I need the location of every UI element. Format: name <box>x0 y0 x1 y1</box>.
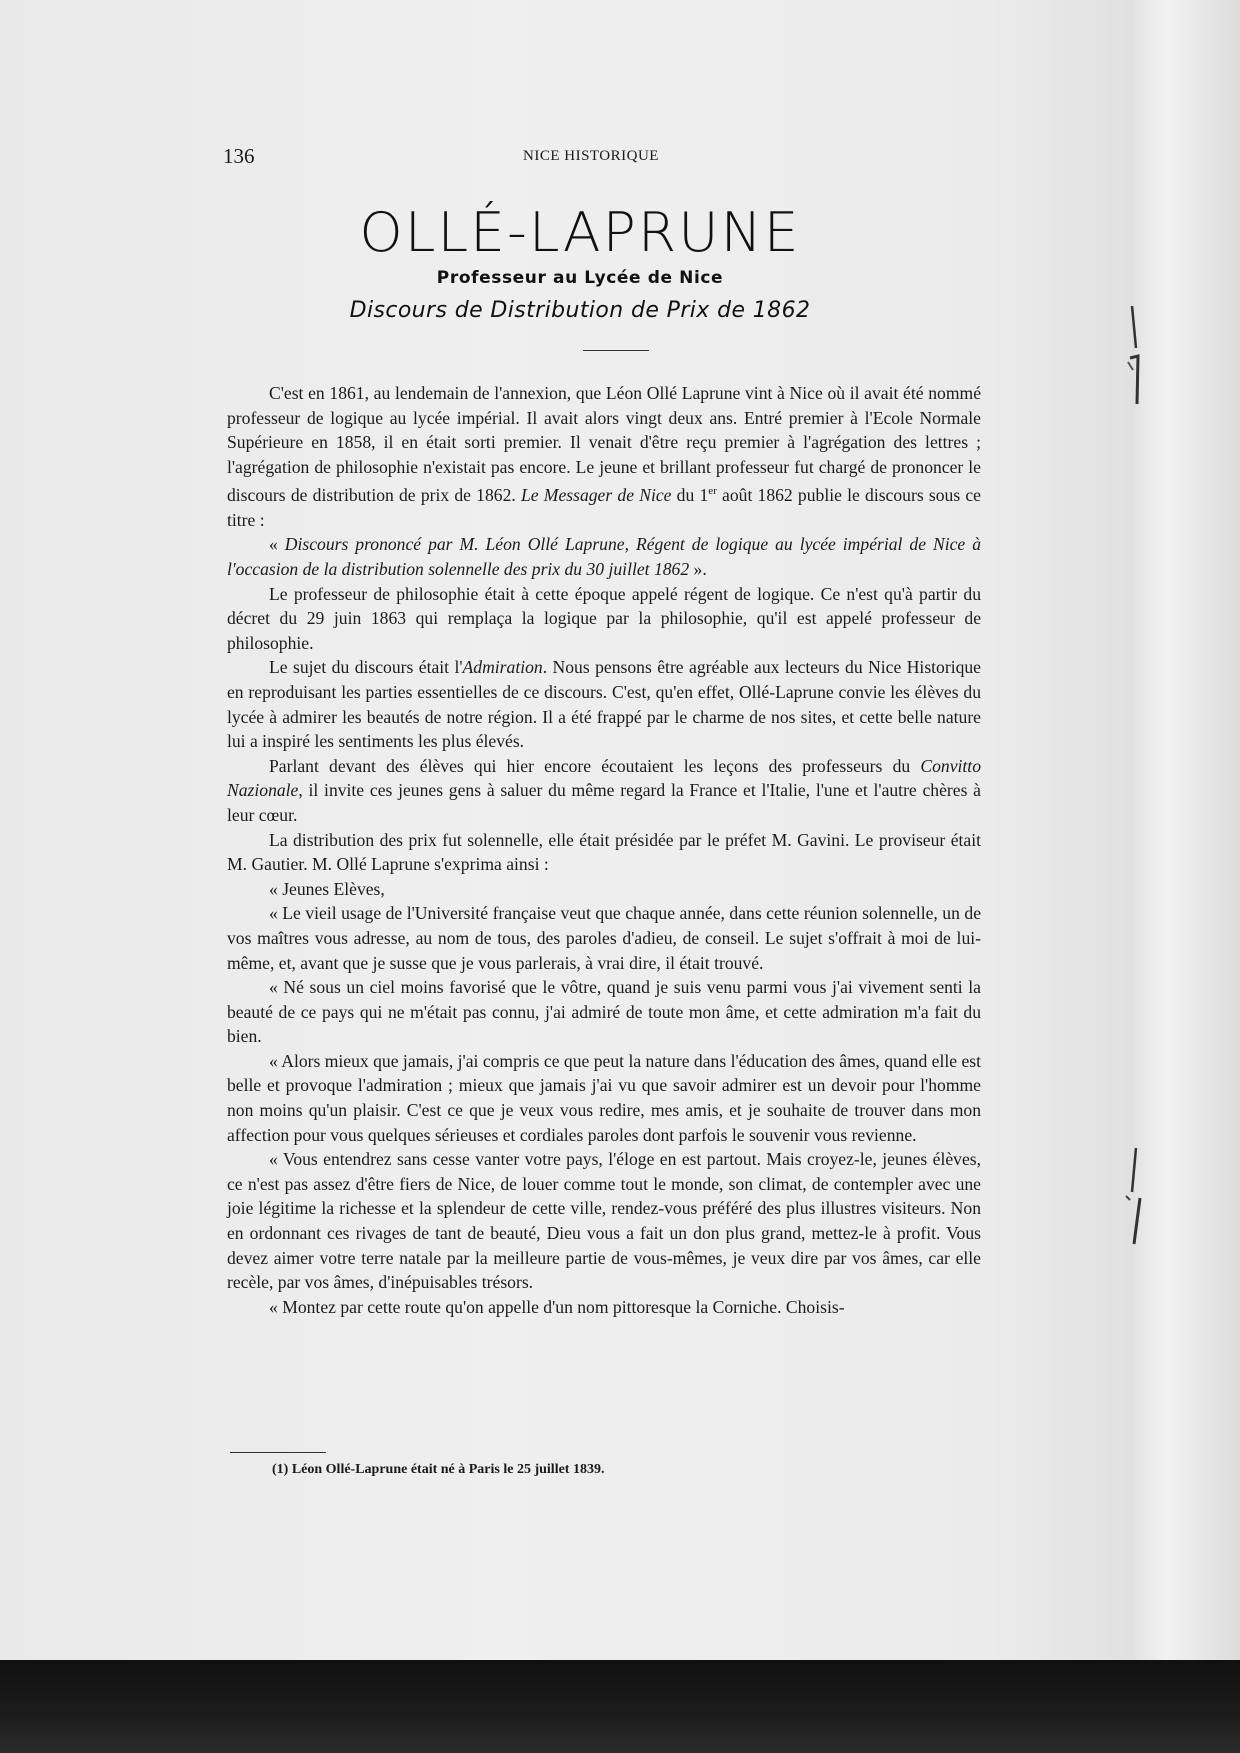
article-title: OLLÉ-LAPRUNE <box>359 201 801 264</box>
paragraph-text: ». <box>689 559 707 580</box>
staple-mark-bottom <box>1118 1140 1148 1250</box>
staple-mark-top <box>1118 300 1148 410</box>
footnote-rule <box>230 1452 326 1453</box>
paragraph-text: « Vous entendrez sans cesse vanter votre pays, l'éloge en est partout. Mais croyez-le, jeunes élèves, ce n'est pas assez d'être fiers de Nice, de louer comme tout le monde, son climat, de contempler avec une joie légitime la richesse et la splendeur de cette ville, rendez-vous préféré des plus illustres visiteurs. Non en ordonnant ces rivages de tant de beauté, Dieu vous a fait un don plus grand, mettez-le à profit. Vous devez aimer votre terre natale par la meilleure partie de vous-mêmes, je veux dire par vos âmes, car elle recèle, par vos âmes, d'inépuisables trésors. <box>227 1149 981 1293</box>
paragraph-text: « Jeunes Elèves, <box>269 878 385 899</box>
article-body <box>227 381 981 1319</box>
paragraph-text: « Né sous un ciel moins favorisé que le vôtre, quand je suis venu parmi vous j'ai vivement senti la beauté de ce pays qui ne m'était pas connu, j'ai admiré de toute mon âme, et cette admiration m'a fait du bien. <box>227 977 981 1047</box>
paragraph <box>227 1049 981 1147</box>
paragraph-text: « Alors mieux que jamais, j'ai compris ce que peut la nature dans l'éducation des âmes, quand elle est belle et provoque l'admiration ; mieux que jamais j'ai vu que savoir admirer est un devoir pour l'homme non moins qu'un plaisir. C'est ce que je veux vous redire, mes amis, et je souhaite de trouver dans mon affection pour vous quelques sérieuses et cordiales paroles dont parfois le souvenir vous revienne. <box>227 1050 981 1145</box>
paragraph-text: « Le vieil usage de l'Université française veut que chaque année, dans cette réunion solennelle, un de vos maîtres vous adresse, au nom de tous, des paroles d'adieu, de conseil. Le sujet s'offrait à moi de lui-même, et, avant que je susse que je vous parlerais, à vrai dire, il était trouvé. <box>227 903 981 973</box>
scan-bottom-edge <box>0 1660 1240 1753</box>
paragraph <box>227 828 981 877</box>
paragraph <box>227 754 981 828</box>
paragraph-text: . Nous pensons être agréable aux lecteurs du Nice Historique en reproduisant les parties essentielles de ce discours. C'est, qu'en effet, Ollé-Laprune convie les élèves du lycée à admirer les beautés de notre région. Il a été frappé par le charme de nos sites, et cette belle nature lui a inspiré les sentiments les plus élevés. <box>227 657 981 752</box>
running-head: NICE HISTORIQUE <box>523 148 659 164</box>
italic-text: Le Messager de Nice <box>520 485 672 506</box>
footnote: (1) Léon Ollé-Laprune était né à Paris le 25 juillet 1839. <box>272 1462 605 1477</box>
paragraph-text: août 1862 publie le discours sous ce titre : <box>227 485 981 530</box>
paragraph-text: Parlant devant des élèves qui hier encore écoutaient les leçons des professeurs du <box>269 755 921 776</box>
paragraph <box>227 901 981 975</box>
italic-text: Convitto Nazionale <box>227 755 981 801</box>
paragraph <box>227 381 981 532</box>
title-rule <box>583 350 649 351</box>
paragraph-text: , il invite ces jeunes gens à saluer du même regard la France et l'Italie, l'une et l'autre chères à leur cœur. <box>227 780 981 825</box>
paragraph-text: C'est en 1861, au lendemain de l'annexion, que Léon Ollé Laprune vint à Nice où il avait été nommé professeur de logique au lycée impérial. Il avait alors vingt deux ans. Entré premier à l'Ecole Normale Supérieure en 1858, il en était sorti premier. Il venait d'être reçu premier à l'agrégation des lettres ; l'agrégation de philosophie n'existait pas encore. Le jeune et brillant professeur fut chargé de prononcer le discours de distribution de prix de 1862. <box>227 383 981 506</box>
paragraph-text: « Montez par cette route qu'on appelle d'un nom pittoresque la Corniche. Choisis- <box>269 1296 845 1317</box>
paragraph <box>227 582 981 656</box>
paragraph <box>227 1147 981 1295</box>
article-subtitle: Professeur au Lycée de Nice <box>436 268 724 288</box>
paragraph <box>227 877 981 902</box>
paragraph <box>227 1295 981 1320</box>
paragraph-text: er <box>708 485 717 498</box>
paragraph-text: La distribution des prix fut solennelle, elle était présidée par le préfet M. Gavini. Le proviseur était M. Gautier. M. Ollé Laprune s'exprima ainsi : <box>227 829 981 875</box>
page-header <box>223 144 963 174</box>
paragraph-text: Le professeur de philosophie était à cette époque appelé régent de logique. Ce n'est qu'à partir du décret du 29 juin 1863 qui remplaça la logique par la philosophie, qu'il est appelé professeur de philosophie. <box>227 583 981 653</box>
italic-text: Admiration <box>462 657 543 678</box>
paragraph-text: du 1 <box>671 485 709 506</box>
paragraph-text: Le sujet du discours était l' <box>269 657 463 678</box>
paragraph-text: « <box>269 534 285 555</box>
paragraph <box>227 532 981 581</box>
page-fold-shadow <box>1135 0 1240 1660</box>
paragraph <box>227 975 981 1049</box>
page-number: 136 <box>223 144 255 168</box>
italic-text: Discours prononcé par M. Léon Ollé Laprune, Régent de logique au lycée impérial de Nice à l'occasion de la distribution solennelle des prix du 30 juillet 1862 <box>227 534 981 580</box>
paragraph <box>227 655 981 753</box>
article-subtitle-speech: Discours de Distribution de Prix de 1862 <box>349 298 811 323</box>
